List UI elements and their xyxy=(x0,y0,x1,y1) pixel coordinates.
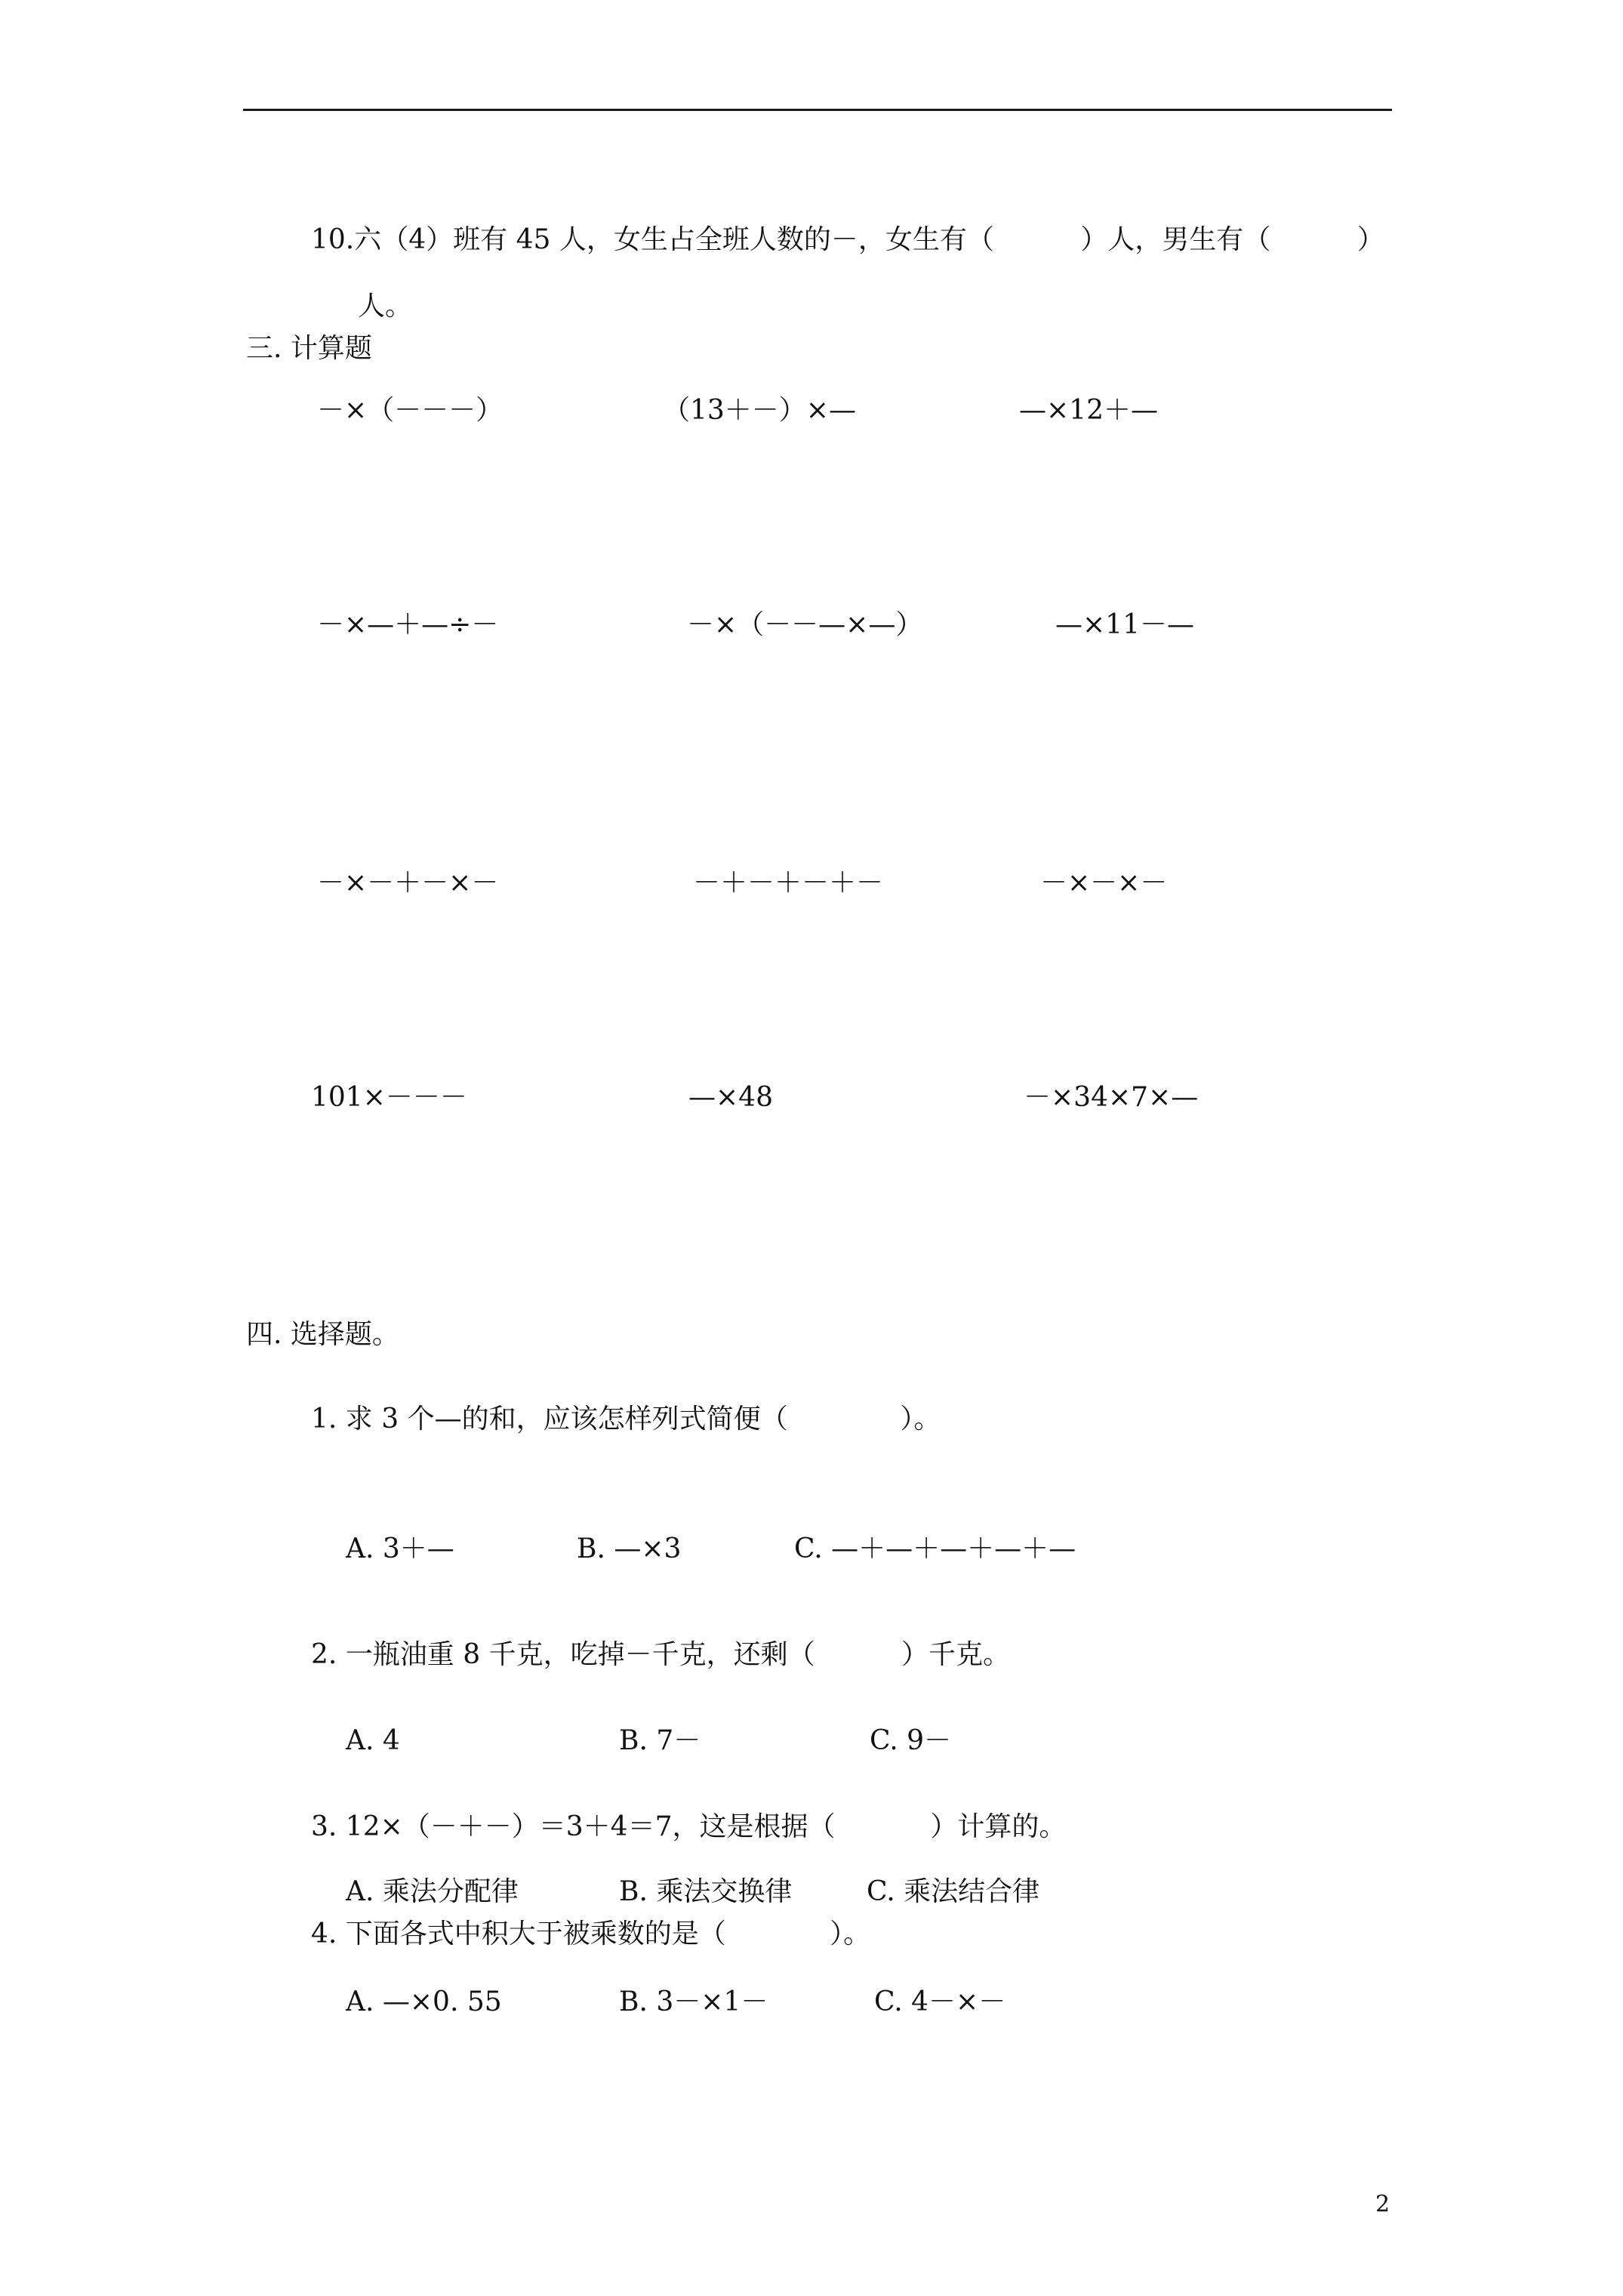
calc-expr: （13＋－）×— xyxy=(663,395,856,426)
choice-question-stem: 1. 求 3 个—的和，应该怎样列式简便（ ）。 xyxy=(311,1404,941,1435)
choice-question-stem: 4. 下面各式中积大于被乘数的是（ ）。 xyxy=(311,1918,871,1949)
q10-line2: 人。 xyxy=(358,291,413,322)
calc-expr: －×（－－－） xyxy=(317,395,504,426)
choice-option: C. 9－ xyxy=(870,1725,952,1756)
section4-title: 四. 选择题。 xyxy=(246,1319,399,1350)
choice-option: B. —×3 xyxy=(577,1533,682,1564)
choice-option: B. 乘法交换律 xyxy=(619,1876,793,1907)
choice-option: A. 4 xyxy=(346,1725,400,1756)
calc-expr: －＋－＋－＋－ xyxy=(693,868,884,898)
choice-option: A. 3＋— xyxy=(346,1533,454,1564)
calc-expr: —×11－— xyxy=(1055,609,1194,640)
choice-option: C. 乘法结合律 xyxy=(867,1876,1040,1907)
q10-line1: 10.六（4）班有 45 人，女生占全班人数的－，女生有（ ）人，男生有（ ） xyxy=(311,224,1384,255)
calc-expr: －×－＋－×－ xyxy=(317,868,499,898)
calc-expr: －×（－－—×—） xyxy=(687,609,923,640)
calc-expr: －×－×－ xyxy=(1040,868,1168,898)
calc-expr: —×48 xyxy=(688,1082,773,1113)
choice-option: A. —×0. 55 xyxy=(346,1986,502,2017)
calc-expr: —×12＋— xyxy=(1019,395,1158,426)
calc-expr: －×—＋—÷－ xyxy=(317,609,499,640)
section3-title: 三. 计算题 xyxy=(246,333,372,364)
choice-option: C. —＋—＋—＋—＋— xyxy=(794,1533,1076,1564)
choice-option: C. 4－×－ xyxy=(874,1986,1006,2017)
choice-question-stem: 3. 12×（－＋－）＝3＋4＝7，这是根据（ ）计算的。 xyxy=(311,1811,1067,1842)
choice-option: A. 乘法分配律 xyxy=(346,1876,519,1907)
calc-expr: －×34×7×— xyxy=(1024,1082,1199,1113)
choice-question-stem: 2. 一瓶油重 8 千克，吃掉－千克，还剩（ ）千克。 xyxy=(311,1639,1011,1670)
header-rule xyxy=(243,109,1392,111)
choice-option: B. 3－×1－ xyxy=(619,1986,768,2017)
choice-option: B. 7－ xyxy=(619,1725,701,1756)
calc-expr: 101×－－－ xyxy=(311,1082,467,1113)
page-number: 2 xyxy=(1375,2191,1390,2217)
